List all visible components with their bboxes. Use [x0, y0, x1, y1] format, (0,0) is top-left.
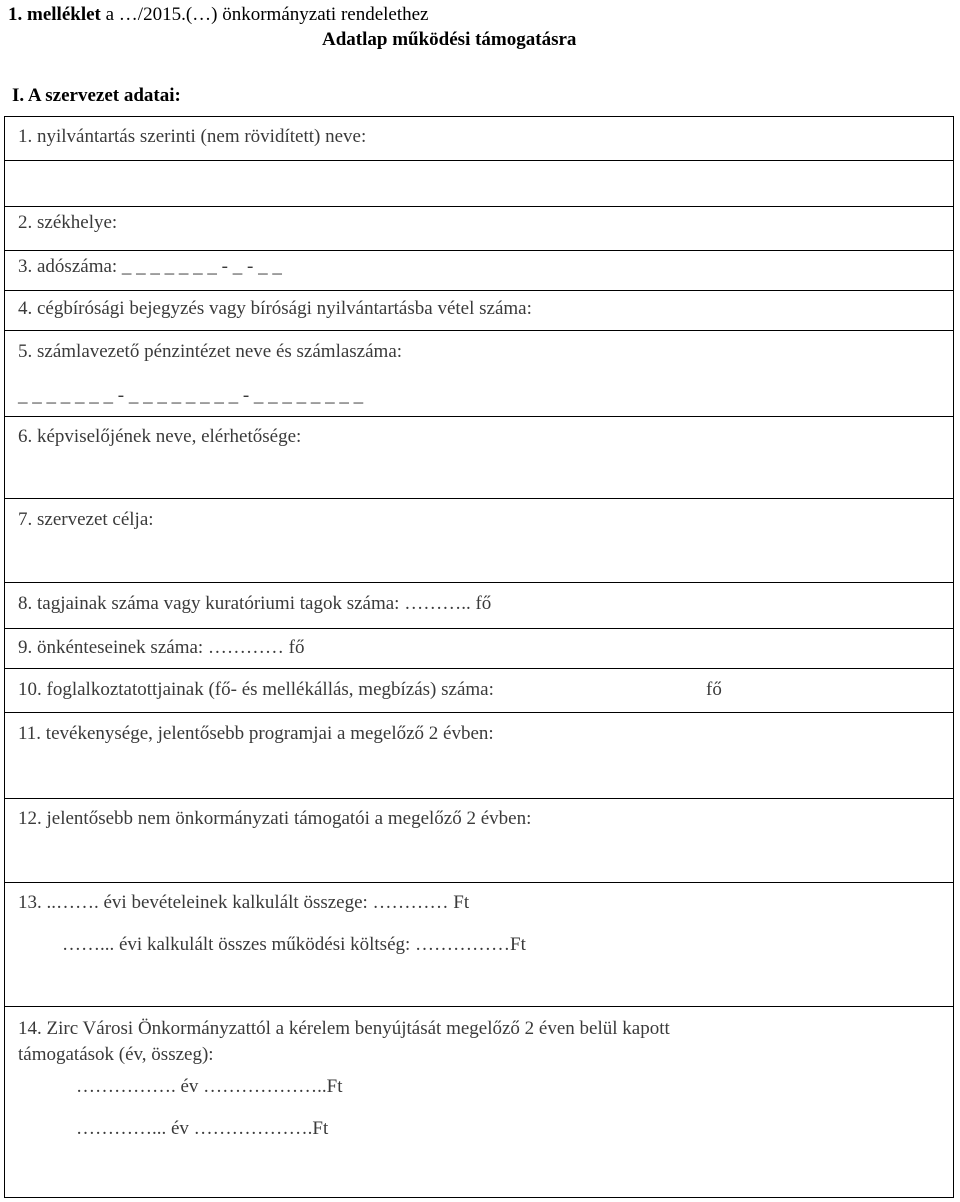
field-seat: 2. székhelye:: [18, 212, 118, 233]
annex-number: 1. melléklet: [8, 4, 101, 25]
divider: [4, 628, 954, 629]
divider: [4, 160, 954, 161]
annex-decree: a …/2015.(…) önkormányzati rendelethez: [100, 4, 429, 25]
field-volunteers: 9. önkénteseinek száma: ………… fő: [18, 637, 305, 658]
field-bank: 5. számlavezető pénzintézet neve és számlaszáma:: [18, 341, 403, 362]
divider: [4, 882, 954, 883]
section-title: I. A szervezet adatai:: [12, 85, 181, 106]
field-employees-unit: fő: [706, 679, 722, 700]
field-revenue: 13. ..……. évi bevételeinek kalkulált összege: ………… Ft: [18, 892, 470, 913]
divider: [4, 668, 954, 669]
divider: [4, 416, 954, 417]
divider: [4, 250, 954, 251]
field-representative: 6. képviselőjének neve, elérhetősége:: [18, 426, 302, 447]
field-bank-account: _ _ _ _ _ _ _ - _ _ _ _ _ _ _ _ - _ _ _ _ _ _ _ _: [18, 385, 364, 406]
divider: [4, 290, 954, 291]
divider: [4, 206, 954, 207]
field-activities: 11. tevékenysége, jelentősebb programjai a megelőző 2 évben:: [18, 723, 494, 744]
prior-support-row-1: ……………. év ………………..Ft: [76, 1076, 343, 1097]
field-purpose: 7. szervezet célja:: [18, 509, 154, 530]
field-supporters: 12. jelentősebb nem önkormányzati támogatói a megelőző 2 évben:: [18, 808, 532, 829]
field-prior-support-cont: támogatások (év, összeg):: [18, 1044, 214, 1065]
divider: [4, 1006, 954, 1007]
field-registration-number: 4. cégbírósági bejegyzés vagy bírósági nyilvántartásba vétel száma:: [18, 298, 532, 319]
field-operating-costs: ……... évi kalkulált összes működési költség: ……………Ft: [62, 934, 526, 955]
divider: [4, 798, 954, 799]
field-employees: 10. foglalkoztatottjainak (fő- és mellékállás, megbízás) száma:: [18, 679, 494, 700]
divider: [4, 498, 954, 499]
field-prior-support: 14. Zirc Városi Önkormányzattól a kérelem benyújtását megelőző 2 éven belül kapott: [18, 1018, 670, 1039]
prior-support-row-2: …………... év ……………….Ft: [76, 1118, 329, 1139]
divider: [4, 582, 954, 583]
field-tax-number: 3. adószáma: _ _ _ _ _ _ _ - _ - _ _: [18, 256, 282, 277]
form-title: Adatlap működési támogatásra: [322, 29, 577, 50]
annex-reference: [8, 4, 429, 26]
field-members: 8. tagjainak száma vagy kuratóriumi tagok száma: ……….. fő: [18, 593, 492, 614]
divider: [4, 330, 954, 331]
field-registered-name: 1. nyilvántartás szerinti (nem rövidített) neve:: [18, 126, 367, 147]
divider: [4, 712, 954, 713]
